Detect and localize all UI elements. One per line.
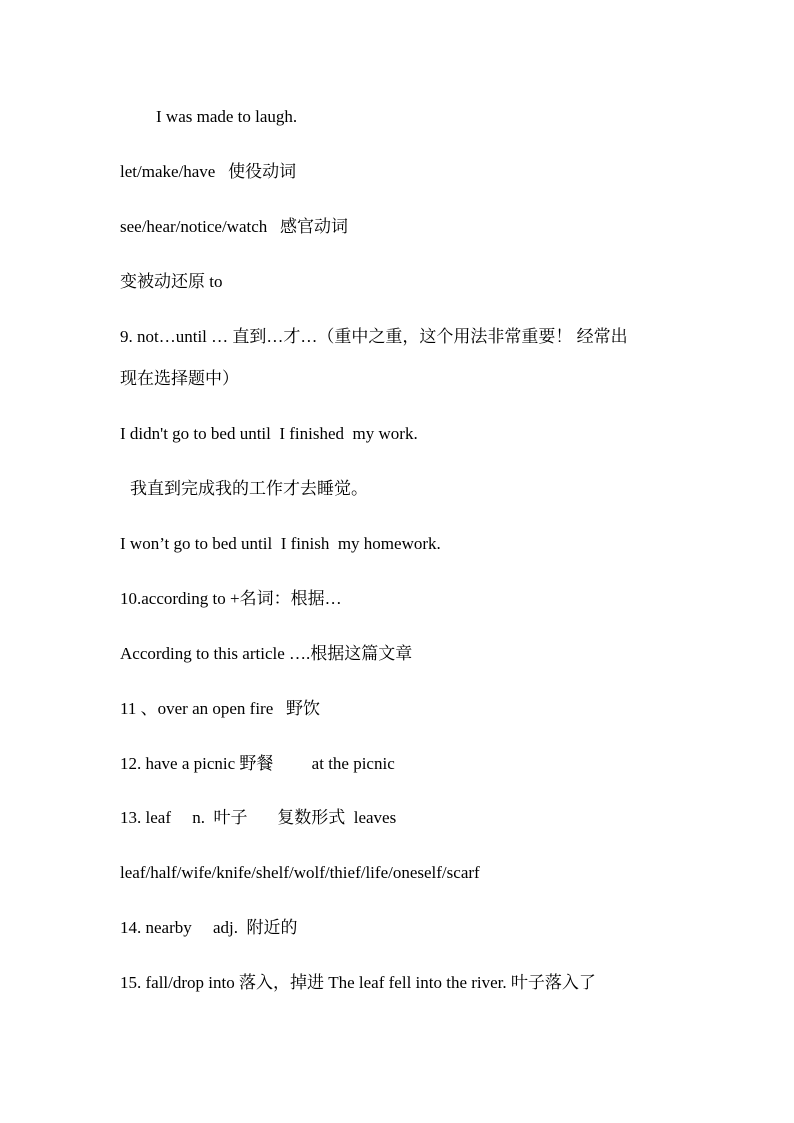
text-line-10: 10.according to +名词：根据… bbox=[120, 589, 342, 608]
text-line-4: 变被动还原 to bbox=[120, 272, 223, 291]
text-line-17: 15. fall/drop into 落入，掉进 The leaf fell into the river. 叶子落入了 bbox=[120, 973, 596, 992]
text-line-14: 13. leaf n. 叶子 复数形式 leaves bbox=[120, 808, 397, 827]
text-line-5: 9. not…until … 直到…才…（重中之重，这个用法非常重要！ 经常出 bbox=[120, 327, 628, 346]
text-line-15: leaf/half/wife/knife/shelf/wolf/thief/life/oneself/scarf bbox=[120, 863, 480, 882]
text-line-3: see/hear/notice/watch 感官动词 bbox=[120, 217, 349, 236]
text-line-9: I won’t go to bed until I finish my homework. bbox=[120, 534, 441, 553]
text-line-8: 我直到完成我的工作才去睡觉。 bbox=[130, 479, 368, 498]
text-line-11: According to this article ….根据这篇文章 bbox=[120, 644, 413, 663]
text-line-2: let/make/have 使役动词 bbox=[120, 162, 297, 181]
text-line-6: 现在选择题中） bbox=[120, 369, 239, 388]
text-line-13: 12. have a picnic 野餐 at the picnic bbox=[120, 754, 395, 773]
text-line-16: 14. nearby adj. 附近的 bbox=[120, 918, 298, 937]
text-line-7: I didn't go to bed until I finished my work. bbox=[120, 424, 418, 443]
text-line-1: I was made to laugh. bbox=[156, 107, 298, 126]
text-line-12: 11 、over an open fire 野饮 bbox=[120, 699, 321, 718]
